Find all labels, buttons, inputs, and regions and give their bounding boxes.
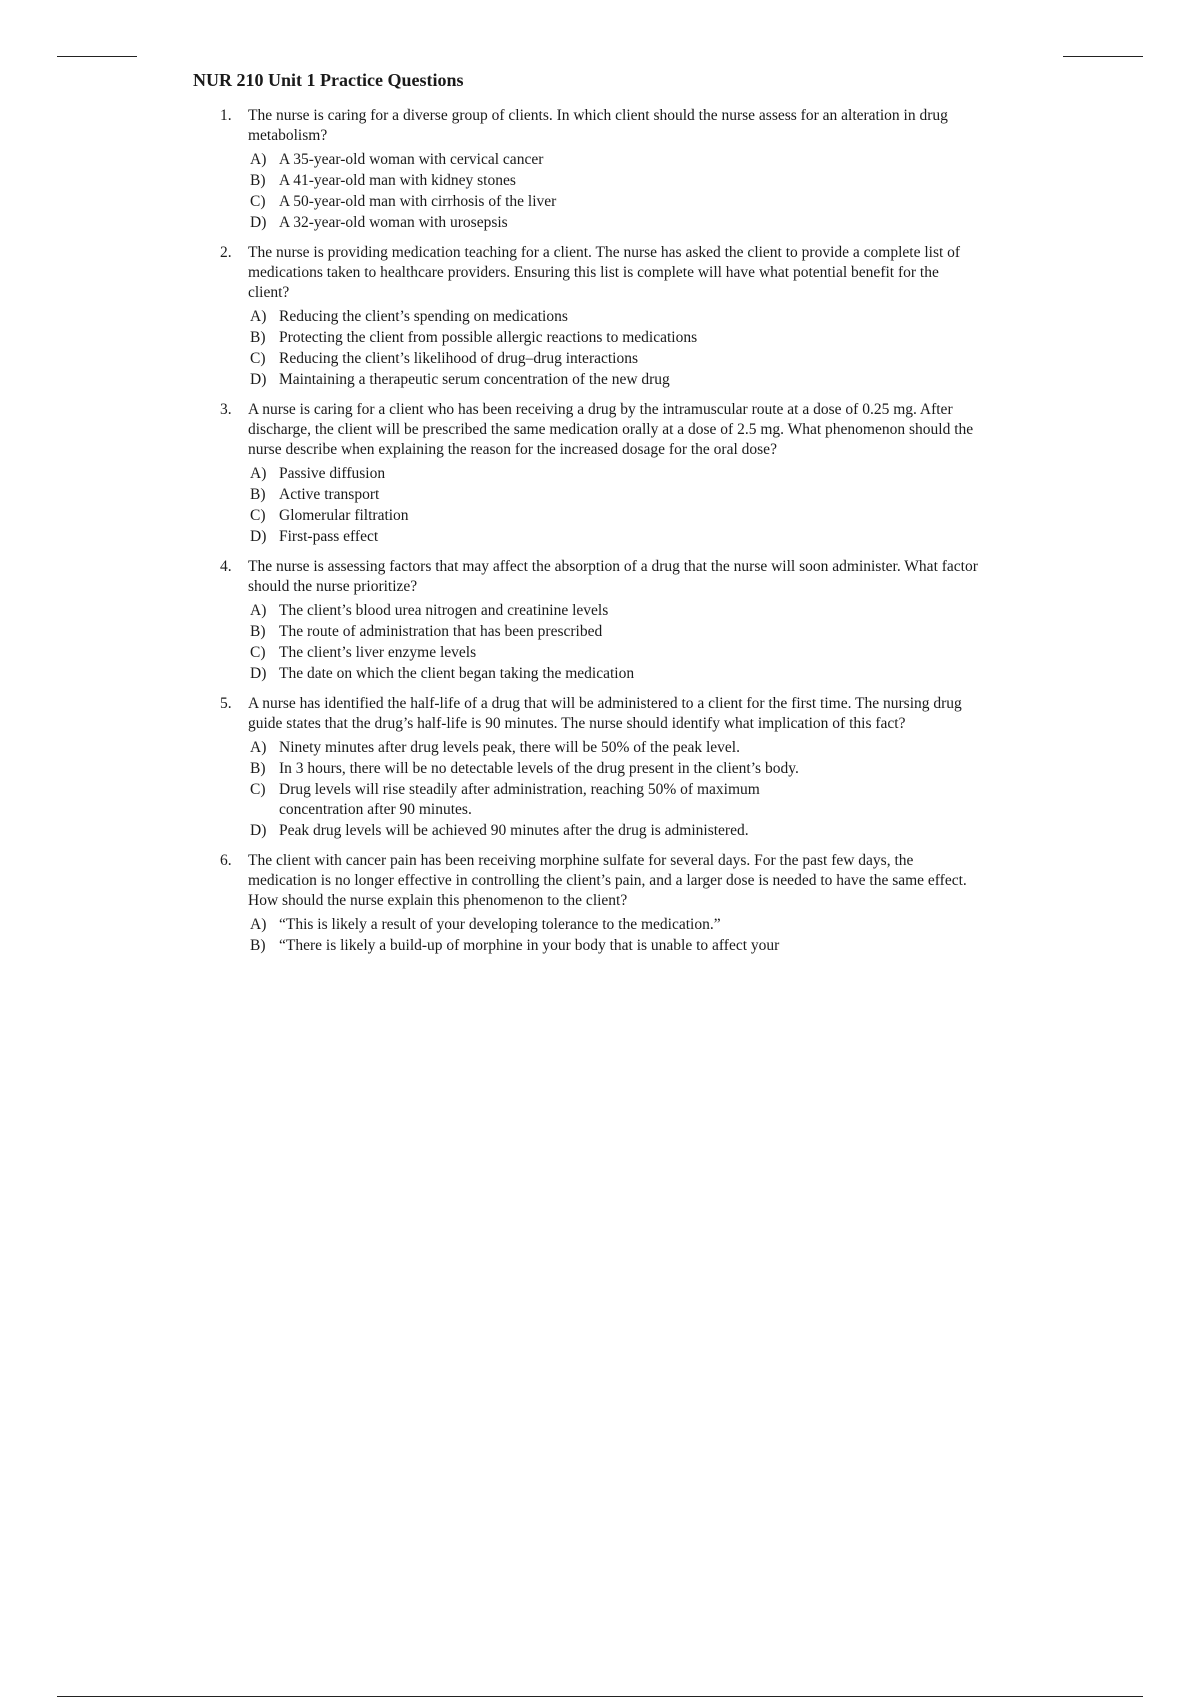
question-text: The client with cancer pain has been receiving morphine sulfate for several days. For the past few days, the medication is no longer effective in controlling the client’s pain, and a larger dose is needed to have the same effect. How should the nurse explain this phenomenon to the client? xyxy=(248,852,967,909)
answer-option xyxy=(250,506,839,526)
answer-option xyxy=(250,370,839,390)
option-letter: B) xyxy=(250,937,266,954)
footer-rule xyxy=(57,1696,1143,1697)
header-rule-right xyxy=(1063,56,1143,57)
option-text: Reducing the client’s likelihood of drug–drug interactions xyxy=(279,350,639,367)
option-text: A 35-year-old woman with cervical cancer xyxy=(279,151,544,168)
question-number: 5. xyxy=(220,695,232,712)
answer-options xyxy=(248,150,1013,233)
answer-option xyxy=(250,780,839,820)
option-letter: C) xyxy=(250,350,266,367)
answer-options xyxy=(248,915,1013,956)
question-4 xyxy=(220,557,1013,684)
option-text: The client’s liver enzyme levels xyxy=(279,644,477,661)
option-text: Ninety minutes after drug levels peak, there will be 50% of the peak level. xyxy=(279,739,740,756)
answer-option xyxy=(250,643,839,663)
answer-option xyxy=(250,527,839,547)
answer-option xyxy=(250,328,839,348)
document-page xyxy=(193,68,1013,966)
option-letter: B) xyxy=(250,760,266,777)
answer-option xyxy=(250,622,839,642)
answer-options xyxy=(248,464,1013,547)
question-number: 4. xyxy=(220,558,232,575)
answer-option xyxy=(250,485,839,505)
answer-option xyxy=(250,349,839,369)
question-text: A nurse has identified the half-life of a drug that will be administered to a client for the first time. The nursing drug guide states that the drug’s half-life is 90 minutes. The nurse should identify what implication of this fact? xyxy=(248,695,962,732)
answer-option xyxy=(250,171,839,191)
page-title: NUR 210 Unit 1 Practice Questions xyxy=(193,70,464,90)
option-letter: D) xyxy=(250,528,267,545)
option-letter: B) xyxy=(250,623,266,640)
option-letter: B) xyxy=(250,172,266,189)
answer-option xyxy=(250,821,839,841)
answer-option xyxy=(250,307,839,327)
option-text: A 41-year-old man with kidney stones xyxy=(279,172,516,189)
answer-option xyxy=(250,915,839,935)
question-number: 2. xyxy=(220,244,232,261)
answer-option xyxy=(250,664,839,684)
option-text: “There is likely a build-up of morphine in your body that is unable to affect your xyxy=(279,937,780,954)
option-letter: D) xyxy=(250,214,267,231)
option-letter: A) xyxy=(250,308,267,325)
option-text: In 3 hours, there will be no detectable levels of the drug present in the client’s body. xyxy=(279,760,799,777)
option-letter: B) xyxy=(250,486,266,503)
option-letter: C) xyxy=(250,781,266,798)
option-letter: D) xyxy=(250,822,267,839)
answer-option xyxy=(250,759,839,779)
question-number: 6. xyxy=(220,852,232,869)
option-letter: A) xyxy=(250,739,267,756)
answer-option xyxy=(250,601,839,621)
question-1 xyxy=(220,106,1013,233)
question-5 xyxy=(220,694,1013,841)
answer-options xyxy=(248,601,1013,684)
question-3 xyxy=(220,400,1013,547)
answer-option xyxy=(250,936,839,956)
option-text: Drug levels will rise steadily after administration, reaching 50% of maximum concentration after 90 minutes. xyxy=(279,781,760,818)
option-letter: A) xyxy=(250,602,267,619)
option-text: The route of administration that has been prescribed xyxy=(279,623,603,640)
option-text: Maintaining a therapeutic serum concentration of the new drug xyxy=(279,371,670,388)
answer-option xyxy=(250,192,839,212)
option-letter: A) xyxy=(250,465,267,482)
option-letter: C) xyxy=(250,644,266,661)
option-text: A 50-year-old man with cirrhosis of the liver xyxy=(279,193,557,210)
question-text: A nurse is caring for a client who has been receiving a drug by the intramuscular route at a dose of 0.25 mg. After discharge, the client will be prescribed the same medication orally at a dose of 2.5 mg. What phenomenon should the nurse describe when explaining the reason for the increased dosage for the oral dose? xyxy=(248,401,974,458)
answer-option xyxy=(250,150,839,170)
answer-options xyxy=(248,307,1013,390)
answer-option xyxy=(250,738,839,758)
answer-option xyxy=(250,464,839,484)
option-text: “This is likely a result of your developing tolerance to the medication.” xyxy=(279,916,721,933)
question-2 xyxy=(220,243,1013,390)
option-text: Protecting the client from possible allergic reactions to medications xyxy=(279,329,698,346)
option-text: Passive diffusion xyxy=(279,465,386,482)
option-letter: B) xyxy=(250,329,266,346)
option-letter: D) xyxy=(250,371,267,388)
question-text: The nurse is caring for a diverse group of clients. In which client should the nurse assess for an alteration in drug metabolism? xyxy=(248,107,948,144)
question-text: The nurse is assessing factors that may affect the absorption of a drug that the nurse will soon administer. What factor should the nurse prioritize? xyxy=(248,558,978,595)
question-number: 1. xyxy=(220,107,232,124)
option-text: Glomerular filtration xyxy=(279,507,409,524)
option-text: First-pass effect xyxy=(279,528,379,545)
option-letter: A) xyxy=(250,916,267,933)
option-text: Peak drug levels will be achieved 90 minutes after the drug is administered. xyxy=(279,822,749,839)
option-text: Active transport xyxy=(279,486,380,503)
option-text: The date on which the client began taking the medication xyxy=(279,665,635,682)
option-letter: C) xyxy=(250,193,266,210)
option-text: Reducing the client’s spending on medications xyxy=(279,308,568,325)
option-text: The client’s blood urea nitrogen and creatinine levels xyxy=(279,602,609,619)
option-text: A 32-year-old woman with urosepsis xyxy=(279,214,508,231)
question-text: The nurse is providing medication teaching for a client. The nurse has asked the client to provide a complete list of medications taken to healthcare providers. Ensuring this list is complete will have what potential benefit for the client? xyxy=(248,244,961,301)
question-list xyxy=(193,106,1013,956)
option-letter: D) xyxy=(250,665,267,682)
answer-option xyxy=(250,213,839,233)
option-letter: A) xyxy=(250,151,267,168)
question-number: 3. xyxy=(220,401,232,418)
header-rule-left xyxy=(57,56,137,57)
question-6 xyxy=(220,851,1013,956)
option-letter: C) xyxy=(250,507,266,524)
answer-options xyxy=(248,738,1013,841)
